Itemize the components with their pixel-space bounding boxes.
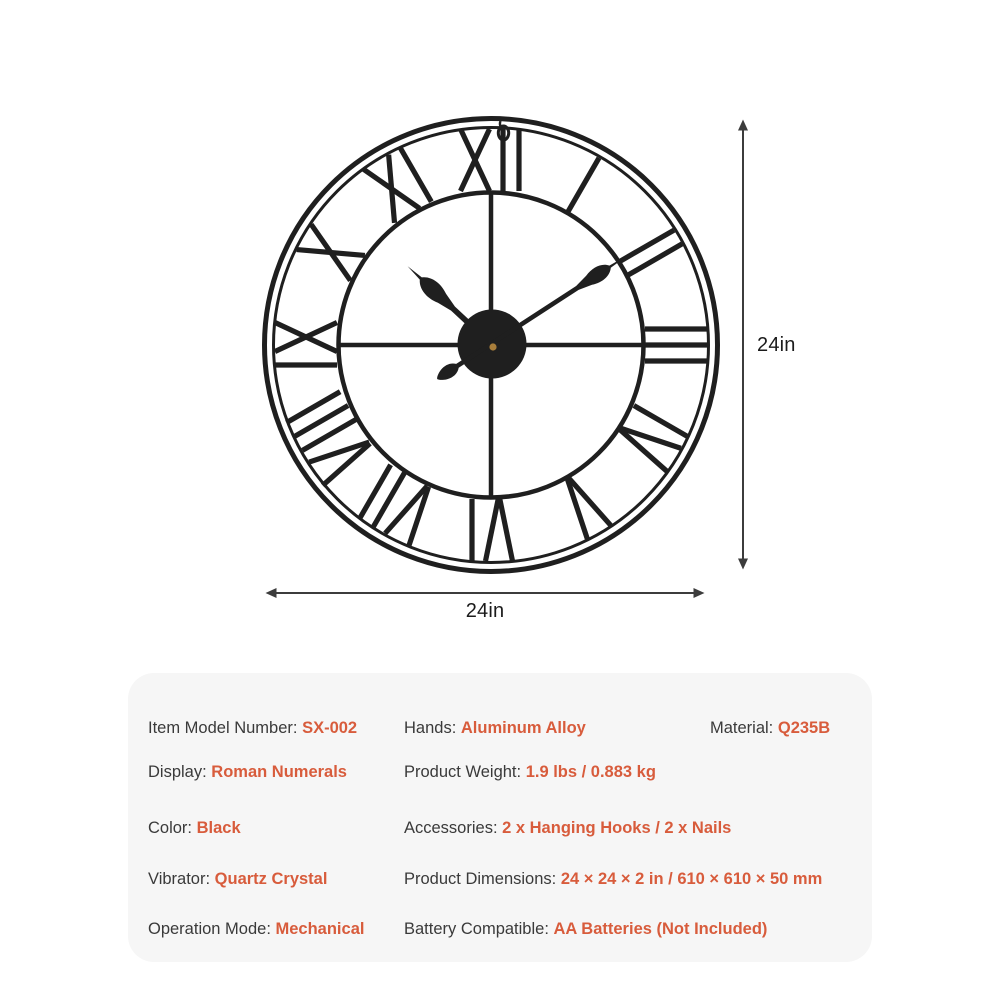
spec-value: Quartz Crystal — [214, 870, 328, 888]
numeral-III — [645, 329, 707, 361]
spec-label: Vibrator: — [148, 870, 211, 888]
spec-item-display — [148, 761, 347, 783]
spec-value: 2 x Hanging Hooks / 2 x Nails — [502, 819, 732, 837]
height-dimension-line — [738, 120, 748, 570]
spec-label: Item Model Number: — [148, 719, 298, 737]
spec-label: Product Weight: — [404, 763, 522, 781]
spec-value: Roman Numerals — [211, 763, 347, 781]
spec-label: Display: — [148, 763, 207, 781]
spec-item-operation-mode — [148, 918, 364, 940]
spec-item-product-dimensions — [404, 868, 822, 890]
numeral-II — [620, 230, 682, 275]
spec-item-hands — [404, 717, 586, 739]
width-dimension-label: 24in — [465, 600, 505, 622]
numeral-XII — [461, 129, 520, 191]
spec-value: 24 × 24 × 2 in / 610 × 610 × 50 mm — [560, 870, 823, 888]
center-pin — [489, 343, 496, 350]
spec-label: Hands: — [404, 719, 457, 737]
spec-label: Accessories: — [404, 819, 498, 837]
down-arrowhead — [738, 559, 748, 570]
spec-value: SX-002 — [302, 719, 358, 737]
spec-label: Product Dimensions: — [404, 870, 557, 888]
spec-value: Q235B — [777, 719, 831, 737]
spec-value: 1.9 lbs / 0.883 kg — [525, 763, 656, 781]
spec-item-material — [710, 717, 830, 739]
numeral-VII — [360, 465, 440, 547]
numeral-V — [556, 472, 610, 539]
spec-card — [128, 673, 872, 962]
spec-label: Battery Compatible: — [404, 920, 549, 938]
spec-item-product-weight — [404, 761, 656, 783]
numeral-VI — [472, 499, 513, 561]
spec-item-accessories — [404, 817, 731, 839]
numeral-IX — [275, 323, 337, 366]
spec-value: Black — [196, 819, 241, 837]
spec-item-color — [148, 817, 241, 839]
spec-label: Operation Mode: — [148, 920, 271, 938]
spec-item-battery-compatible — [404, 918, 767, 940]
spec-item-item-model-number — [148, 717, 357, 739]
up-arrowhead — [738, 120, 748, 131]
numeral-VIII — [286, 392, 376, 486]
spec-label: Material: — [710, 719, 774, 737]
spec-label: Color: — [148, 819, 193, 837]
spec-value: Mechanical — [275, 920, 365, 938]
spec-item-vibrator — [148, 868, 327, 890]
spec-value: Aluminum Alloy — [460, 719, 586, 737]
spec-value: AA Batteries (Not Included) — [553, 920, 768, 938]
numeral-I — [568, 158, 599, 212]
left-arrowhead — [266, 588, 277, 598]
height-dimension-label: 24in — [757, 334, 796, 356]
hour-hand — [402, 260, 503, 356]
right-arrowhead — [694, 588, 705, 598]
